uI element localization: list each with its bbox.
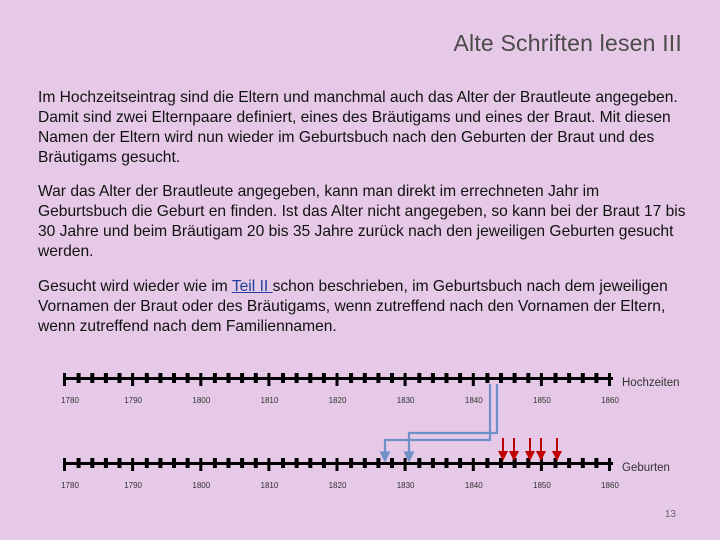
birth-timeline-year-label: 1850 bbox=[533, 481, 551, 490]
birth-timeline-tick bbox=[295, 458, 299, 468]
wedding-timeline-tick bbox=[186, 373, 190, 383]
wedding-timeline-tick bbox=[363, 373, 367, 383]
wedding-timeline-tick bbox=[458, 373, 462, 383]
wedding-timeline-tick bbox=[254, 373, 258, 383]
birth-timeline-year-label: 1840 bbox=[464, 481, 483, 490]
birth-timeline-tick bbox=[172, 458, 176, 468]
wedding-timeline-tick bbox=[390, 373, 394, 383]
birth-timeline-tick bbox=[526, 458, 530, 468]
birth-timeline-tick bbox=[390, 458, 394, 468]
birth-timeline-tick bbox=[567, 458, 571, 468]
birth-timeline bbox=[61, 458, 670, 490]
wedding-timeline-tick bbox=[213, 373, 217, 383]
wedding-timeline-tick bbox=[513, 373, 517, 383]
birth-timeline-tick bbox=[227, 458, 231, 468]
wedding-timeline-tick bbox=[172, 373, 176, 383]
wedding-timeline-tick bbox=[118, 373, 122, 383]
wedding-timeline-tick bbox=[554, 373, 558, 383]
search-arrows bbox=[503, 438, 557, 456]
wedding-timeline-tick bbox=[104, 373, 108, 383]
birth-timeline-year-label: 1820 bbox=[328, 481, 347, 490]
wedding-timeline-tick bbox=[77, 373, 81, 383]
wedding-timeline-tick bbox=[308, 373, 312, 383]
wedding-timeline-tick bbox=[540, 373, 543, 386]
wedding-timeline-tick bbox=[485, 373, 489, 383]
wedding-timeline-tick bbox=[336, 373, 339, 386]
page-number: 13 bbox=[664, 509, 676, 520]
page-title: Alte Schriften lesen III bbox=[453, 30, 682, 56]
wedding-timeline-year-label: 1780 bbox=[61, 396, 79, 405]
paragraph-name-search bbox=[38, 277, 688, 337]
birth-timeline-tick bbox=[513, 458, 517, 468]
wedding-timeline-tick bbox=[63, 373, 66, 386]
birth-timeline-label: Geburten bbox=[622, 462, 670, 474]
teil-ii-link[interactable]: Teil II bbox=[231, 278, 273, 295]
wedding-timeline-year-label: 1790 bbox=[124, 396, 142, 405]
wedding-timeline-tick bbox=[404, 373, 407, 386]
birth-timeline-tick bbox=[458, 458, 462, 468]
wedding-timeline-tick bbox=[376, 373, 380, 383]
wedding-timeline-tick bbox=[581, 373, 585, 383]
wedding-timeline-tick bbox=[499, 373, 503, 383]
wedding-timeline-tick bbox=[281, 373, 285, 383]
wedding-timeline-year-label: 1830 bbox=[396, 396, 415, 405]
wedding-timeline-tick bbox=[431, 373, 435, 383]
birth-timeline-tick bbox=[417, 458, 421, 468]
birth-timeline-tick bbox=[336, 458, 339, 471]
wedding-timeline-tick bbox=[322, 373, 326, 383]
wedding-timeline-tick bbox=[472, 373, 475, 386]
wedding-timeline-tick bbox=[295, 373, 299, 383]
birth-timeline-tick bbox=[90, 458, 94, 468]
birth-timeline-tick bbox=[363, 458, 367, 468]
birth-timeline-tick bbox=[63, 458, 66, 471]
wedding-timeline-year-label: 1820 bbox=[328, 396, 347, 405]
wedding-timeline-tick bbox=[567, 373, 571, 383]
birth-timeline-year-label: 1810 bbox=[260, 481, 279, 490]
wedding-timeline-tick bbox=[349, 373, 353, 383]
wedding-timeline-tick bbox=[240, 373, 244, 383]
timeline-diagram bbox=[0, 360, 720, 500]
birth-timeline-tick bbox=[404, 458, 407, 471]
wedding-timeline-tick bbox=[199, 373, 202, 386]
birth-timeline-tick bbox=[281, 458, 285, 468]
wedding-timeline bbox=[61, 373, 679, 405]
wedding-timeline-tick bbox=[417, 373, 421, 383]
wedding-timeline-tick bbox=[267, 373, 270, 386]
wedding-timeline-tick bbox=[131, 373, 134, 386]
wedding-timeline-tick bbox=[145, 373, 149, 383]
birth-timeline-year-label: 1790 bbox=[124, 481, 142, 490]
wedding-timeline-tick bbox=[445, 373, 449, 383]
wedding-timeline-tick bbox=[526, 373, 530, 383]
wedding-timeline-tick bbox=[594, 373, 598, 383]
birth-timeline-tick bbox=[145, 458, 149, 468]
birth-timeline-tick bbox=[554, 458, 558, 468]
birth-timeline-tick bbox=[254, 458, 258, 468]
birth-timeline-tick bbox=[472, 458, 475, 471]
birth-timeline-tick bbox=[431, 458, 435, 468]
birth-timeline-tick bbox=[485, 458, 489, 468]
parents-arrow-inner bbox=[409, 384, 497, 457]
wedding-timeline-tick bbox=[158, 373, 162, 383]
paragraph-text-after-link: schon beschrieben, im Geburtsbuch nach dem jeweiligen Vornamen der Braut oder des Bräutigams, wenn zutreffend nach den Vornamen der Eltern, wenn zutreffend nach dem Familiennamen. bbox=[38, 278, 668, 335]
birth-timeline-tick bbox=[118, 458, 122, 468]
paragraph-text-before-link: Gesucht wird wieder wie im bbox=[38, 278, 232, 295]
birth-timeline-tick bbox=[445, 458, 449, 468]
birth-timeline-tick bbox=[322, 458, 326, 468]
birth-timeline-tick bbox=[240, 458, 244, 468]
birth-timeline-tick bbox=[376, 458, 380, 468]
birth-timeline-tick bbox=[308, 458, 312, 468]
birth-timeline-tick bbox=[594, 458, 598, 468]
wedding-timeline-year-label: 1800 bbox=[192, 396, 211, 405]
birth-timeline-tick bbox=[267, 458, 270, 471]
wedding-timeline-label: Hochzeiten bbox=[622, 377, 680, 389]
birth-timeline-tick bbox=[349, 458, 353, 468]
parents-arrow-outer bbox=[385, 384, 490, 457]
paragraph-marriage-records: Im Hochzeitseintrag sind die Eltern und manchmal auch das Alter der Brautleute angegeben. Damit sind zwei Elternpaare definiert, eines des Bräutigams und eines der Braut. Mit diesen Namen der Eltern wird nun wieder im Geburtsbuch nach den Geburten der Braut und des Bräutigams gesucht. bbox=[38, 89, 678, 166]
birth-timeline-tick bbox=[608, 458, 611, 471]
birth-timeline-tick bbox=[213, 458, 217, 468]
birth-timeline-year-label: 1780 bbox=[61, 481, 79, 490]
birth-timeline-tick bbox=[540, 458, 543, 471]
birth-timeline-tick bbox=[186, 458, 190, 468]
birth-timeline-tick bbox=[77, 458, 81, 468]
birth-timeline-year-label: 1800 bbox=[192, 481, 211, 490]
wedding-timeline-tick bbox=[227, 373, 231, 383]
birth-timeline-tick bbox=[158, 458, 162, 468]
wedding-timeline-tick bbox=[608, 373, 611, 386]
birth-timeline-tick bbox=[581, 458, 585, 468]
wedding-timeline-year-label: 1840 bbox=[464, 396, 483, 405]
birth-timeline-year-label: 1830 bbox=[396, 481, 415, 490]
birth-timeline-tick bbox=[104, 458, 108, 468]
wedding-timeline-tick bbox=[90, 373, 94, 383]
birth-timeline-tick bbox=[199, 458, 202, 471]
paragraph-age-search: War das Alter der Brautleute angegeben, kann man direkt im errechneten Jahr im Geburtsbuch die Geburt en finden. Ist das Alter nicht angegeben, so kann bei der Braut 17 bis 30 Jahre und beim Bräutigam 20 bis 35 Jahre zurück nach den jeweiligen Geburten gesucht werden. bbox=[38, 183, 686, 260]
birth-timeline-tick bbox=[499, 458, 503, 468]
wedding-timeline-year-label: 1860 bbox=[601, 396, 619, 405]
birth-timeline-tick bbox=[131, 458, 134, 471]
wedding-timeline-year-label: 1810 bbox=[260, 396, 279, 405]
birth-timeline-year-label: 1860 bbox=[601, 481, 619, 490]
wedding-timeline-year-label: 1850 bbox=[533, 396, 551, 405]
